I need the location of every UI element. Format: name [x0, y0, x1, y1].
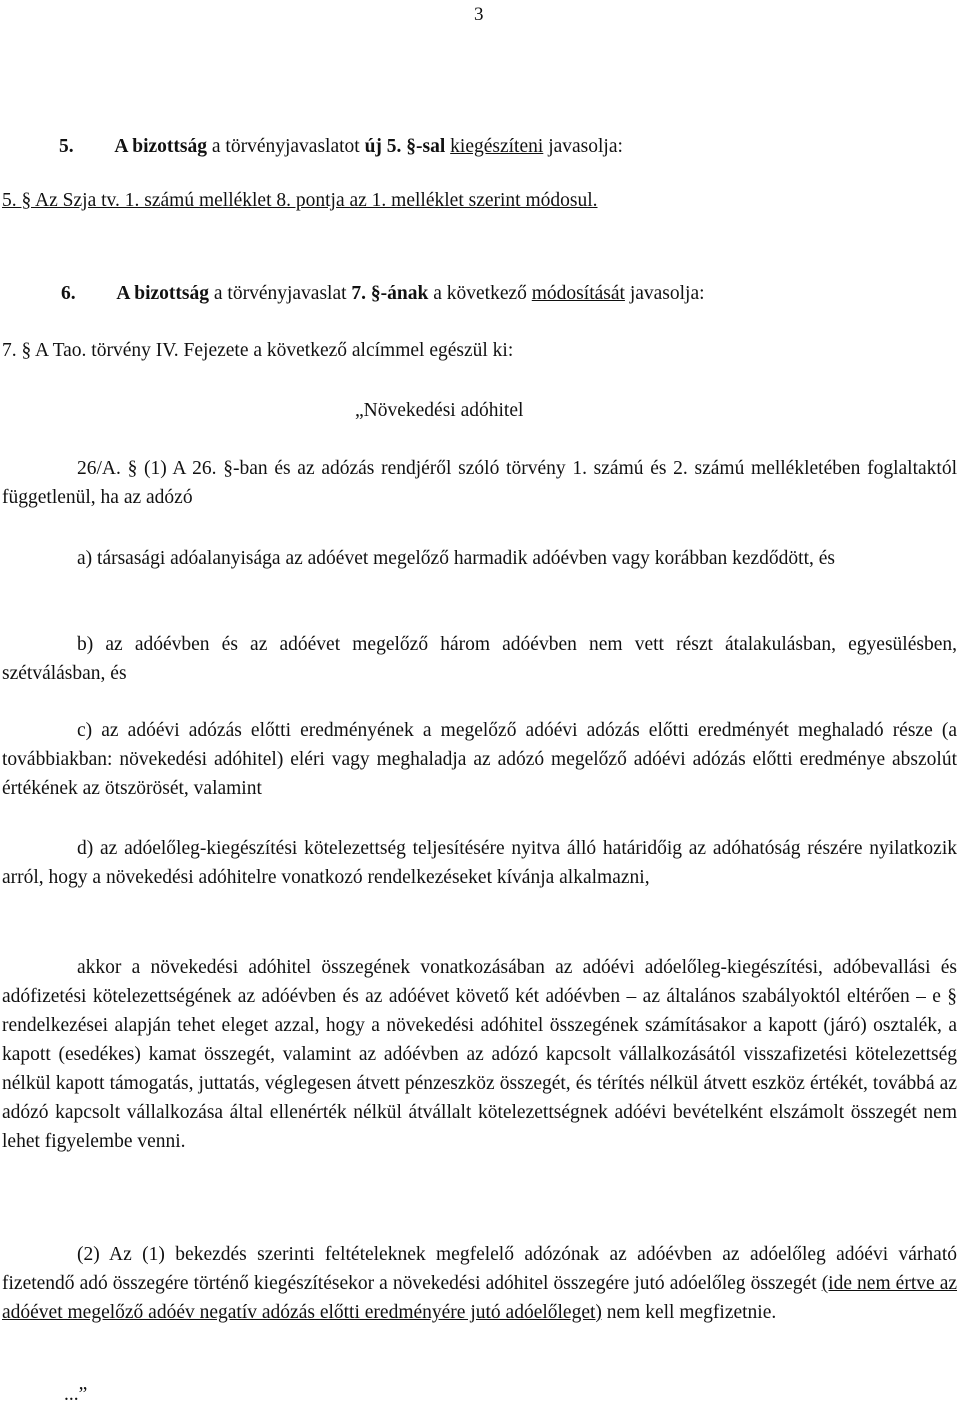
para-2-tail: nem kell megfizetnie.	[601, 1302, 777, 1323]
item-5-tail: javasolja:	[543, 136, 623, 157]
item-5-supplement: kiegészíteni	[450, 136, 544, 157]
item-5-committee: A bizottság	[114, 136, 207, 157]
item-5-heading	[59, 132, 623, 161]
item-5-sal: §-sal	[401, 136, 446, 157]
point-a-text: a) társasági adóalanyisága az adóévet megelőző harmadik adóévben vagy korábban kezdődött, és	[77, 548, 836, 569]
item-6-heading	[61, 279, 705, 308]
para-2-underlined: (ide nem értve az adóévet megelőző adóév negatív adózás előtti eredményére jutó adóelőleget)	[2, 1273, 958, 1323]
point-b	[2, 630, 957, 688]
section-26a-para-2	[2, 1240, 957, 1327]
item-6-modification: módosítását	[531, 283, 625, 304]
section-26a-para-1	[2, 454, 957, 512]
point-d	[2, 834, 957, 892]
para-2-text	[2, 1240, 957, 1327]
point-c-text: c) az adóévi adózás előtti eredményének a megelőző adóévi adózás előtti eredményét meghaladó része (a továbbiakban: növekedési adóhitel) eléri vagy meghaladja az adózó megelőző adóévi adózás előtti eredménye abszolút értékének az ötszörösét, valamint	[2, 720, 957, 799]
item-6-text-2: a következő	[428, 283, 532, 304]
para-2-main: (2) Az (1) bekezdés szerinti feltételeknek megfelelő adózónak az adóévben az adóelőleg adóévi várható fizetendő adó összegére történő kiegészítésekor a növekedési adóhitel összegére jutó adóelőleg összegét	[2, 1244, 957, 1294]
item-5-text: a törvényjavaslatot	[207, 136, 365, 157]
subtitle-growth-tax-credit: „Növekedési adóhitel	[355, 400, 524, 421]
akkor-paragraph	[2, 953, 957, 1156]
point-d-text: d) az adóelőleg-kiegészítési kötelezettség teljesítésére nyitva álló határidőig az adóhatóság részére nyilatkozik arról, hogy a növekedési adóhitelre vonatkozó rendelkezéseket kívánja alkalmazni,	[2, 838, 957, 888]
item-5-number: 5.	[59, 136, 74, 157]
point-c	[2, 716, 957, 803]
item-6-tail: javasolja:	[624, 283, 705, 304]
page-number: 3	[474, 4, 484, 25]
item-6-section-ref: 7. §-ának	[351, 283, 429, 304]
point-b-text: b) az adóévben és az adóévet megelőző három adóévben nem vett részt átalakulásban, egyesülésben, szétválásban, és	[2, 634, 957, 684]
item-5-amendment: 5. § Az Szja tv. 1. számú melléklet 8. pontja az 1. melléklet szerint módosul.	[2, 190, 598, 211]
closing-quote: ...”	[64, 1384, 88, 1405]
akkor-text: akkor a növekedési adóhitel összegének vonatkozásában az adóévi adóelőleg-kiegészítési, adóbevallási és adófizetési kötelezettségének az adóévben és az adóévet követő két adóévben – az általános szabályoktól eltérően – e § rendelkezései alapján tehet eleget azzal, hogy a növekedési adóhitel összegének számításakor a kapott (járó) osztalék, a kapott (esedékes) kamat összegét, valamint az adóévben az adózó kapcsolt vállalkozásától visszafizetési kötelezettség nélkül kapott támogatás, juttatás, véglegesen átvett pénzeszköz összegét, és térítés nélkül átvett eszköz értékét, továbbá az adózó kapcsolt vállalkozása által ellenérték nélkül átvállalt kötelezettségnek adóévi bevételként elszámolt összegét nem lehet figyelembe venni.	[2, 957, 957, 1152]
point-a	[2, 544, 957, 573]
item-6-line-2: 7. § A Tao. törvény IV. Fejezete a következő alcímmel egészül ki:	[2, 340, 514, 361]
item-6-text: a törvényjavaslat	[209, 283, 352, 304]
item-6-committee: A bizottság	[116, 283, 209, 304]
item-5-new-section: új 5.	[364, 136, 402, 157]
para-1-text: 26/A. § (1) A 26. §-ban és az adózás rendjéről szóló törvény 1. számú és 2. számú mellékletében foglaltaktól függetlenül, ha az adózó	[2, 458, 957, 508]
item-6-number: 6.	[61, 283, 76, 304]
